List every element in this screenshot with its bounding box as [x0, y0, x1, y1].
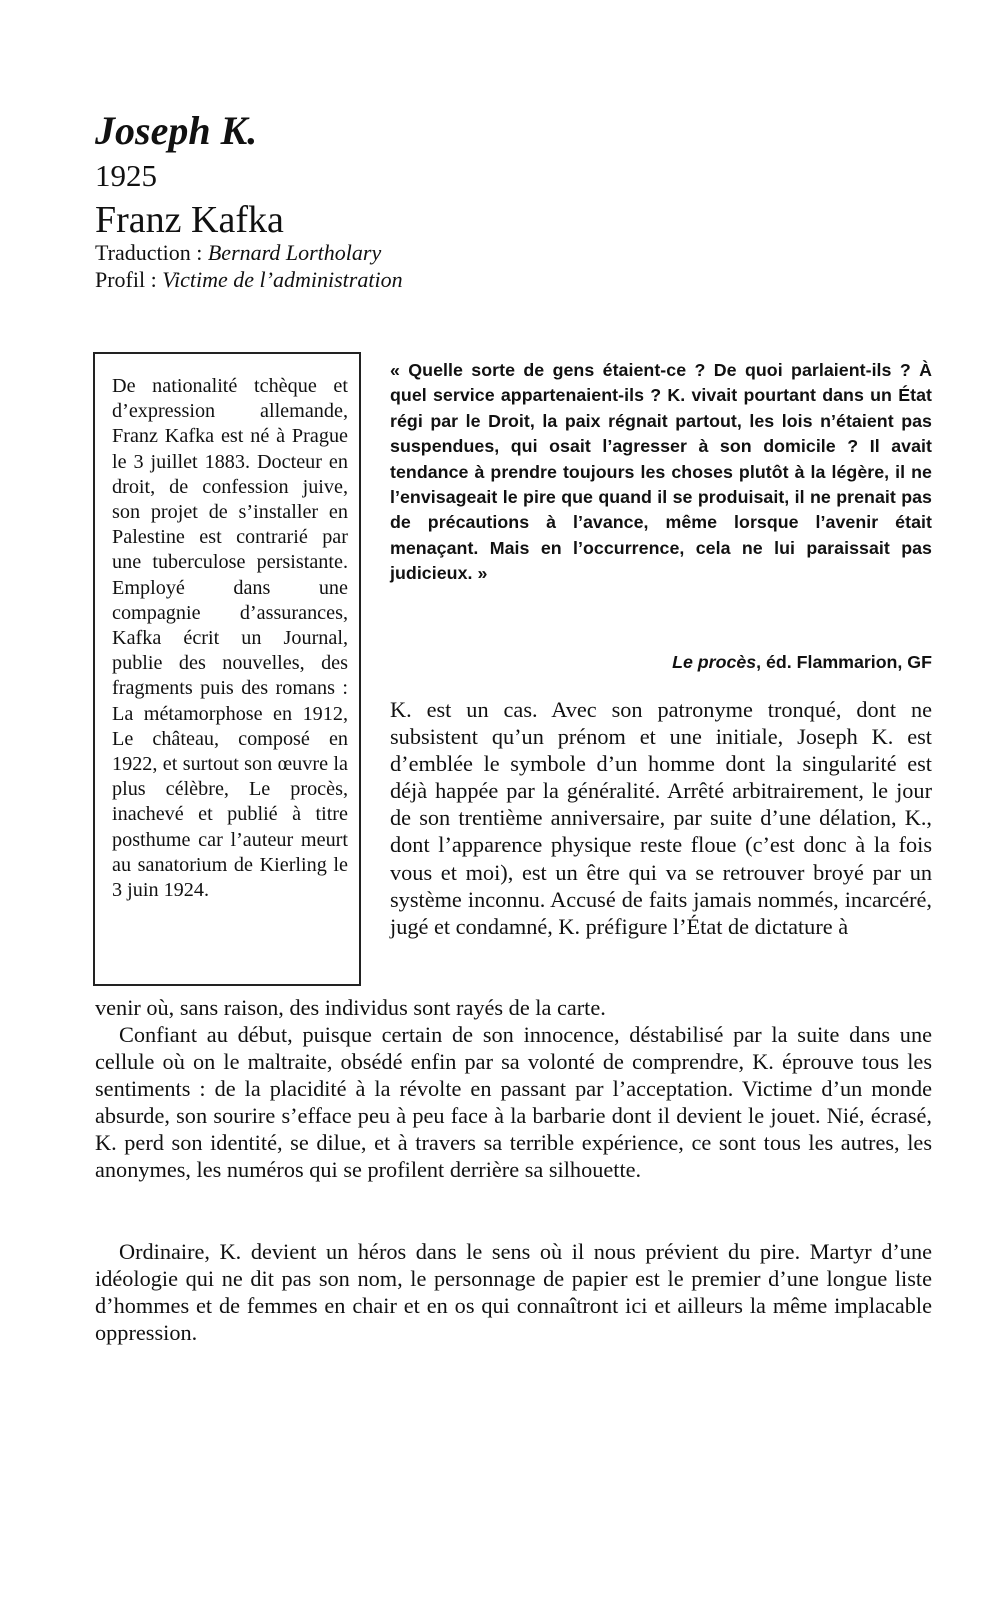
body-paragraph-1-right: K. est un cas. Avec son patronyme tronqué, dont ne subsistent qu’un prénom et une initiale, Joseph K. est d’emblée le symbole d’un homme dont la singularité est déjà happée par la généralité. Arrêté arbitrairement, le jour de son trentième anniversaire, par suite d’une délation, K., dont l’apparence physique reste floue (c’est donc à la fois vous et moi), est un être qui va se retrouver broyé par un système inconnu. Accusé de faits jamais nommés, incarcéré, jugé et condamné, K. préfigure l’État de dictature à — [390, 697, 932, 939]
body-paragraph-3: Ordinaire, K. devient un héros dans le sens où il nous prévient du pire. Martyr d’une idéologie qui ne dit pas son nom, le personnage de papier est le premier d’une longue liste d’hommes et de femmes en chair et en os qui connaîtront ici et ailleurs la même implacable oppression. — [95, 1239, 932, 1346]
translation-label: Traduction : — [95, 240, 208, 265]
profile-label: Profil : — [95, 267, 163, 292]
author-name: Franz Kafka — [95, 199, 284, 241]
translation-line — [95, 239, 381, 266]
translator-name: Bernard Lortholary — [207, 240, 382, 265]
profile-value: Victime de l’administration — [162, 267, 403, 292]
quote-text: « Quelle sorte de gens étaient-ce ? De quoi parlaient-ils ? À quel service appartenaient-ils ? K. vivait pourtant dans un État régi par le Droit, la paix régnait partout, les lois n’étaient pas suspendues, qui osait l’agresser à son domicile ? Il avait tendance à prendre toujours les choses plutôt à la légère, il ne l’envisageait le pire que quand il se produisait, il ne prenait pas de précautions à l’avance, même lorsque l’avenir était menaçant. Mais en l’occurrence, cela ne lui paraissait pas judicieux. » — [390, 360, 932, 584]
body-paragraph-2: Confiant au début, puisque certain de son innocence, déstabilisé par la suite dans une cellule où on le maltraite, obsédé enfin par sa volonté de comprendre, K. éprouve tous les sentiments : de la placidité à la révolte en passant par l’acceptation. Victime d’un monde absurde, son sourire s’efface peu à peu face à la barbarie dont il devient le jouet. Nié, écrasé, K. perd son identité, se dilue, et à travers sa terrible expérience, ce sont tous les autres, les anonymes, les numéros qui se profilent derrière sa silhouette. — [95, 1022, 932, 1183]
profile-line — [95, 266, 403, 293]
page-title: Joseph K. — [95, 108, 258, 153]
citation-title: Le procès — [672, 652, 757, 672]
citation-publisher: , éd. Flammarion, GF — [756, 652, 932, 672]
quote-citation — [672, 650, 932, 675]
body-paragraph-1-continued: venir où, sans raison, des individus sont rayés de la carte. — [95, 995, 606, 1020]
biography-box — [93, 352, 361, 986]
biography-text: De nationalité tchèque et d’expression allemande, Franz Kafka est né à Prague le 3 juillet 1883. Docteur en droit, de confession juive, son projet de s’installer en Palestine est contrarié par une tuberculose persistante. Employé dans une compagnie d’assurances, Kafka écrit un Journal, publie des nouvelles, des fragments puis des romans : La métamorphose en 1912, Le château, composé en 1922, et surtout son œuvre la plus célèbre, Le procès, inachevé et publié à titre posthume car l’auteur meurt au sanatorium de Kierling le 3 juin 1924. — [112, 375, 348, 902]
publication-year: 1925 — [95, 158, 157, 193]
